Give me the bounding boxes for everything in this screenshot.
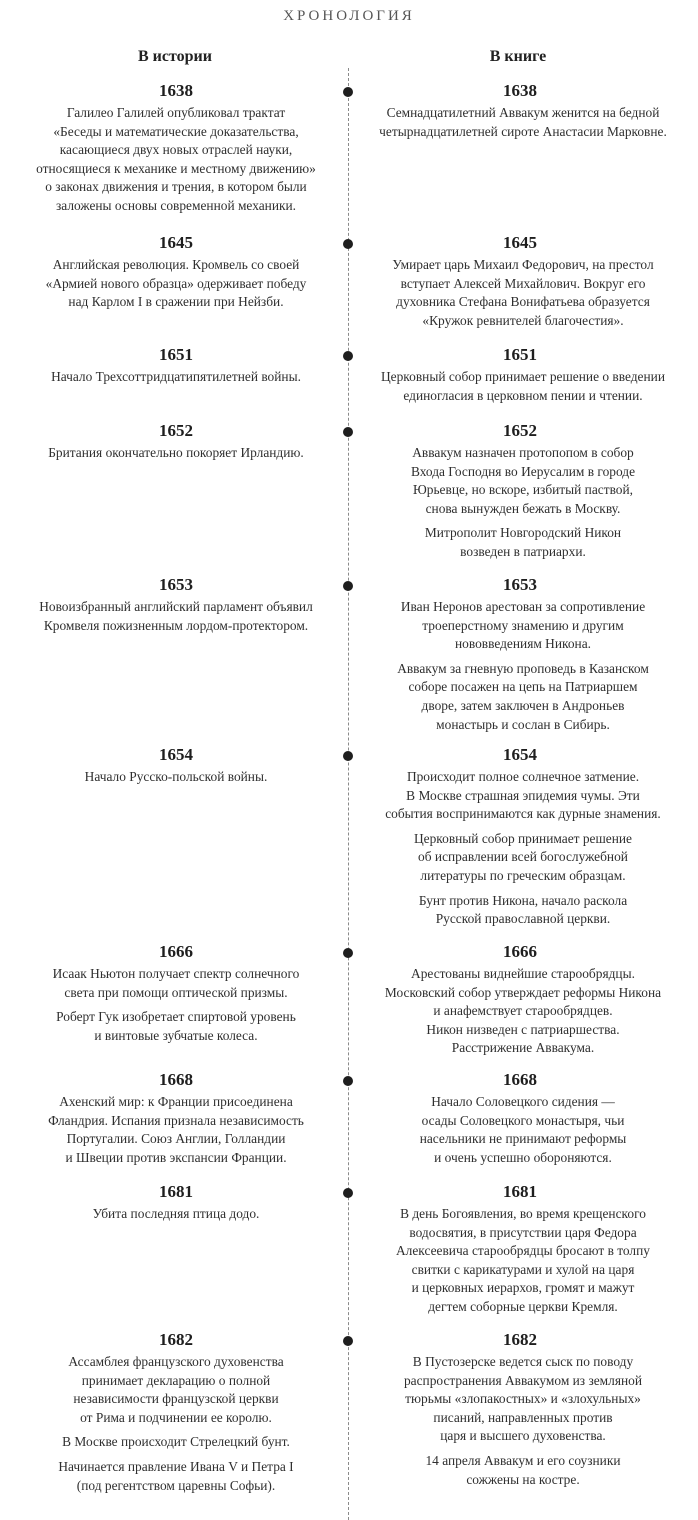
book-year: 1651	[503, 345, 537, 364]
timeline-dot	[343, 239, 353, 249]
history-event-text: Начало Русско-польской войны.	[84, 769, 268, 784]
book-event-text: Начало Соловецкого сидения — осады Соловецкого монастыря, чьи насельники не принимают реформы и очень успешно обороняются.	[419, 1094, 627, 1165]
history-column	[8, 368, 344, 393]
book-event-text: Церковный собор принимает решение об исправлении всей богослужебной литературы по греческим образцам.	[413, 830, 633, 883]
book-column	[354, 104, 692, 147]
timeline-dot	[343, 1076, 353, 1086]
book-column	[354, 1353, 692, 1495]
history-column	[8, 598, 344, 641]
book-year: 1653	[503, 575, 537, 594]
history-year: 1653	[159, 575, 193, 594]
book-year: 1638	[503, 81, 537, 100]
book-event-text: Аввакум за гневную проповедь в Казанском соборе посажен на цепь на Патриаршем дворе, затем заключен в Андроньев монастырь и сослан в Сибирь.	[397, 660, 649, 732]
book-year: 1682	[503, 1330, 537, 1349]
book-column	[354, 368, 692, 411]
history-event-text: Галилео Галилей опубликовал трактат «Беседы и математические доказательства, касающиеся двух новых отраслей науки, относящиеся к механике и местному движению» о законах движения и трения, в котором были заложены основы современной механики.	[36, 105, 316, 213]
history-event-text: Убита последняя птица додо.	[92, 1206, 260, 1221]
history-year: 1651	[159, 345, 193, 364]
history-event-text: Начинается правление Ивана V и Петра I (под регентством царевны Софьи).	[58, 1458, 294, 1493]
history-event-text: Исаак Ньютон получает спектр солнечного света при помощи оптической призмы.	[52, 966, 300, 1000]
timeline-dot	[343, 1336, 353, 1346]
page-title: ХРОНОЛОГИЯ	[283, 8, 415, 24]
history-column	[8, 965, 344, 1051]
book-column-header: В книге	[489, 48, 547, 65]
history-column	[8, 444, 344, 469]
history-column	[8, 104, 344, 222]
history-year: 1638	[159, 81, 193, 100]
book-column	[354, 444, 692, 568]
history-year: 1652	[159, 421, 193, 440]
book-event-text: Церковный собор принимает решение о введении единогласия в церковном пении и чтении.	[381, 369, 665, 403]
history-event-text: Начало Трехсоттридцатипятилетней войны.	[51, 369, 301, 384]
timeline-dot	[343, 1188, 353, 1198]
history-event-text: Английская революция. Кромвель со своей «Армией нового образца» одерживает победу над Карлом I в сражении при Нейзби.	[45, 257, 307, 310]
book-column	[354, 1205, 692, 1323]
history-year: 1654	[159, 745, 193, 764]
history-year: 1682	[159, 1330, 193, 1349]
book-column	[354, 598, 692, 740]
book-year: 1666	[503, 942, 537, 961]
timeline-dot	[343, 351, 353, 361]
history-event-text: Ахенский мир: к Франции присоединена Фландрия. Испания признала независимость Португалии. Союз Англии, Голландии и Швеции против экспансии Франции.	[48, 1094, 304, 1165]
book-event-text: В Пустозерске ведется сыск по поводу распространения Аввакумом из земляной тюрьмы «злопакостных» и «злохульных» писаний, направленных против царя и высшего духовенства.	[403, 1354, 643, 1444]
book-year: 1681	[503, 1182, 537, 1201]
book-event-text: Иван Неронов арестован за сопротивление троеперстному знамению и другим нововведениям Никона.	[400, 599, 646, 652]
book-event-text: Митрополит Новгородский Никон возведен в патриархи.	[424, 525, 622, 559]
history-year: 1666	[159, 942, 193, 961]
history-event-text: Британия окончательно покоряет Ирландию.	[48, 445, 304, 460]
book-column	[354, 1093, 692, 1173]
timeline-dot	[343, 751, 353, 761]
history-column	[8, 1353, 344, 1501]
book-column	[354, 256, 692, 336]
timeline-dot	[343, 427, 353, 437]
timeline-dot	[343, 948, 353, 958]
book-event-text: В день Богоявления, во время крещенского водосвятия, в присутствии царя Федора Алексеевича старообрядцы бросают в толпу свитки с карикатурами и хулой на царя и церковных иерархов, громят и мажут дегтем соборные церкви Кремля.	[396, 1206, 650, 1314]
book-column	[354, 768, 692, 935]
book-event-text: Умирает царь Михаил Федорович, на престол вступает Алексей Михайлович. Вокруг его духовника Стефана Вонифатьева образуется «Кружок ревнителей благочестия».	[392, 257, 654, 328]
book-event-text: Арестованы виднейшие старообрядцы. Московский собор утверждает реформы Никона и анафемствует старообрядцев. Никон низведен с патриаршества. Расстрижение Аввакума.	[384, 966, 662, 1056]
book-event-text: Семнадцатилетний Аввакум женится на бедной четырнадцатилетней сироте Анастасии Марковне.	[379, 105, 667, 139]
book-event-text: 14 апреля Аввакум и его соузники сожжены на костре.	[425, 1452, 621, 1487]
book-year: 1654	[503, 745, 537, 764]
book-year: 1668	[503, 1070, 537, 1089]
history-year: 1645	[159, 233, 193, 252]
book-year: 1652	[503, 421, 537, 440]
book-event-text: Бунт против Никона, начало раскола Русской православной церкви.	[418, 892, 628, 927]
timeline-dot	[343, 87, 353, 97]
book-event-text: Происходит полное солнечное затмение. В Москве страшная эпидемия чумы. Эти события воспринимаются как дурные знамения.	[385, 769, 661, 822]
book-event-text: Аввакум назначен протопопом в собор Входа Господня во Иерусалим в городе Юрьевце, но вскоре, избитый паствой, снова вынужден бежать в Москву.	[410, 445, 636, 516]
timeline-axis	[348, 68, 349, 1520]
history-column-header: В истории	[138, 48, 212, 65]
history-event-text: Новоизбранный английский парламент объявил Кромвеля пожизненным лордом-протектором.	[39, 599, 313, 633]
history-year: 1681	[159, 1182, 193, 1201]
history-column	[8, 768, 344, 793]
history-column	[8, 256, 344, 318]
history-event-text: В Москве происходит Стрелецкий бунт.	[62, 1434, 290, 1450]
history-event-text: Ассамблея французского духовенства принимает декларацию о полной независимости французской церкви от Рима и подчинении ее королю.	[68, 1354, 284, 1425]
timeline-dot	[343, 581, 353, 591]
history-year: 1668	[159, 1070, 193, 1089]
history-event-text: Роберт Гук изобретает спиртовой уровень и винтовые зубчатые колеса.	[56, 1009, 296, 1043]
book-year: 1645	[503, 233, 537, 252]
book-column	[354, 965, 692, 1064]
history-column	[8, 1093, 344, 1173]
history-column	[8, 1205, 344, 1230]
